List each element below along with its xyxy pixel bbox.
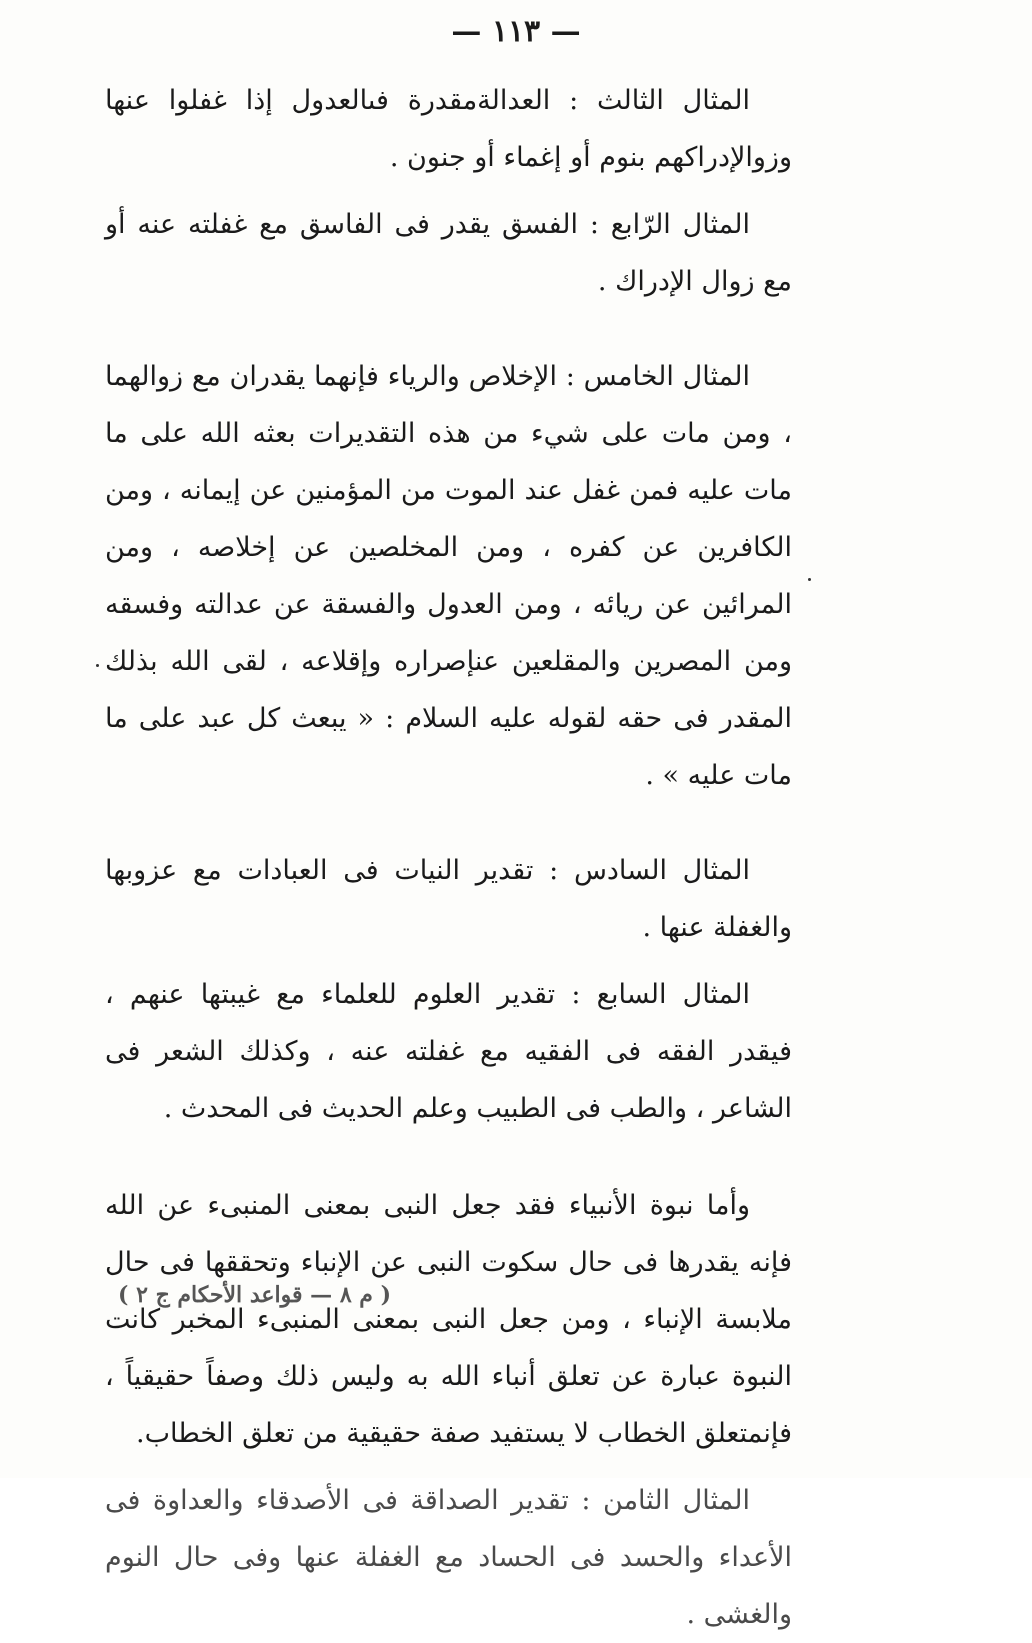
- paragraph-example-5: المثال الخامس : الإخلاص والرياء فإنهما يقدران مع زوالهما ، ومن مات على شيء من هذه التقديرات بعثه الله على ما مات عليه فمن غفل عند الموت من المؤمنين عن إيمانه ، ومن الكافرين عن كفره ، ومن المخلصين عن إخلاصه ، ومن المرائين عن ريائه ، ومن العدول والفسقة عن عدالته وفسقه ومن المصرين والمقلعين عنإصراره وإقلاعه ، لقى الله بذلك المقدر فى حقه لقوله عليه السلام : « يبعث كل عبد على ما مات عليه » .: [105, 361, 792, 791]
- paragraph-example-4: المثال الرّابع : الفسق يقدر فى الفاسق مع غفلته عنه أو مع زوال الإدراك .: [105, 209, 792, 297]
- footnote-reference: ( م ٨ — قواعد الأحكام ج ٢ ): [118, 1282, 391, 1308]
- print-speck: [96, 664, 99, 667]
- page-number: — ١١٣ —: [451, 14, 581, 49]
- print-speck: [808, 578, 811, 581]
- paragraph-example-7: المثال السابع : تقدير العلوم للعلماء مع غيبتها عنهم ، فيقدر الفقه فى الفقيه مع غفلته عنه ، وكذلك الشعر فى الشاعر ، والطب فى الطبيب وعلم الحديث فى المحدث .: [105, 979, 792, 1124]
- paragraph-example-3: المثال الثالث : العدالةمقدرة فىالعدول إذا غفلوا عنها وزوالإدراكهم بنوم أو إغماء أو جنون .: [105, 85, 792, 173]
- paragraph-prophethood: وأما نبوة الأنبياء فقد جعل النبى بمعنى المنبىء عن الله فإنه يقدرها فى حال سكوت النبى عن الإنباء وتحققها فى حال ملابسة الإنباء ، ومن جعل النبى بمعنى المنبىء المخبر كانت النبوة عبارة عن تعلق أنباء الله به وليس ذلك وصفاً حقيقياً ، فإنمتعلق الخطاب لا يستفيد صفة حقيقية من تعلق الخطاب.: [105, 1190, 792, 1449]
- paragraph-example-8: المثال الثامن : تقدير الصداقة فى الأصدقاء والعداوة فى الأعداء والحسد فى الحساد مع الغفلة عنها وفى حال النوم والغشى .: [105, 1485, 792, 1630]
- paragraph-example-6: المثال السادس : تقدير النيات فى العبادات مع عزوبها والغفلة عنها .: [105, 855, 792, 943]
- body-text: [105, 72, 792, 1643]
